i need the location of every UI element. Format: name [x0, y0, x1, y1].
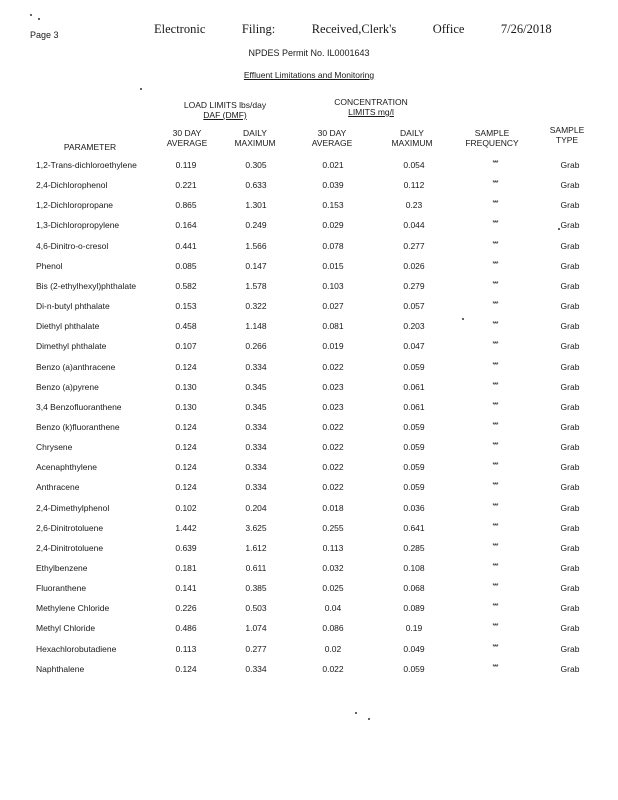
- load-30day-average: 0.124: [175, 462, 197, 473]
- parameter-name: Di-n-butyl phthalate: [36, 301, 110, 312]
- scan-speck: [355, 712, 357, 714]
- table-row: [0, 241, 618, 261]
- conc-daily-maximum: 0.112: [403, 180, 425, 191]
- sample-frequency: ***: [492, 442, 498, 450]
- conc-30day-average: 0.022: [322, 361, 344, 372]
- parameter-name: Fluoranthene: [36, 583, 87, 594]
- concentration-units: LIMITS mg/l: [348, 107, 394, 117]
- conc-daily-maximum: 0.059: [403, 361, 425, 372]
- sample-frequency: ***: [492, 321, 498, 329]
- conc-30day-average: 0.022: [322, 462, 344, 473]
- load-daily-maximum: 0.334: [245, 361, 267, 372]
- conc-daily-maximum: 0.068: [403, 583, 425, 594]
- table-row: [0, 301, 618, 321]
- conc-daily-maximum: 0.108: [403, 563, 425, 573]
- conc-30day-average: 0.081: [322, 321, 344, 332]
- table-row: [0, 402, 618, 422]
- sample-type: Grab: [560, 381, 580, 392]
- sample-type: Grab: [560, 462, 580, 473]
- conc-30day-average: 0.255: [322, 522, 344, 533]
- load-daily-maximum: 1.578: [245, 280, 267, 291]
- parameter-header: PARAMETER: [63, 142, 117, 152]
- table-row: [0, 382, 618, 402]
- load-30day-average: 0.124: [175, 482, 197, 493]
- sample-frequency-header-l1: SAMPLE: [474, 128, 510, 138]
- sample-type: Grab: [560, 583, 580, 594]
- sample-frequency: ***: [492, 482, 498, 490]
- load-30day-average: 0.181: [175, 563, 197, 573]
- load-daily-maximum: 0.611: [245, 563, 267, 573]
- load-30day-average: 0.107: [175, 341, 197, 352]
- table-row: [0, 563, 618, 583]
- sample-type: Grab: [560, 361, 580, 372]
- parameter-name: 1,2-Dichloropropane: [36, 200, 114, 211]
- permit-number: NPDES Permit No. IL0001643: [248, 48, 370, 58]
- load-30day-average: 0.226: [175, 603, 197, 614]
- sample-type: Grab: [560, 663, 580, 674]
- parameter-name: Benzo (a)pyrene: [36, 381, 99, 392]
- parameter-name: Methyl Chloride: [36, 623, 96, 634]
- conc-30day-average: 0.113: [322, 542, 344, 553]
- sample-type: Grab: [560, 280, 580, 291]
- table-row: [0, 664, 618, 684]
- load-daily-maximum: 0.633: [245, 180, 267, 191]
- conc-daily-maximum: 0.044: [403, 220, 425, 231]
- conc-daily-maximum: 0.061: [403, 381, 425, 392]
- parameter-name: 1,3-Dichloropropylene: [36, 220, 120, 231]
- load-daily-maximum: 0.147: [245, 260, 267, 271]
- sample-type: Grab: [560, 502, 580, 513]
- load-30day-average: 0.441: [175, 240, 197, 251]
- load-daily-maximum: 0.277: [245, 643, 267, 654]
- parameter-name: Naphthalene: [36, 663, 85, 674]
- sample-frequency-header: [455, 128, 529, 148]
- table-row: [0, 644, 618, 664]
- load-daily-maximum: 0.249: [245, 220, 267, 231]
- sample-type: Grab: [560, 401, 580, 412]
- sample-type: Grab: [560, 442, 580, 453]
- load-30day-header: [157, 128, 217, 148]
- sample-type: Grab: [560, 563, 580, 573]
- conc-30day-header-l2: AVERAGE: [311, 138, 353, 148]
- sample-frequency: ***: [492, 522, 498, 530]
- load-daily-maximum: 0.334: [245, 462, 267, 473]
- conc-30day-average: 0.039: [322, 180, 344, 191]
- load-30day-average: 0.153: [175, 301, 197, 312]
- parameter-name: Diethyl phthalate: [36, 321, 100, 332]
- sample-frequency: ***: [492, 563, 498, 570]
- conc-30day-average: 0.022: [322, 482, 344, 493]
- table-row: [0, 160, 618, 180]
- table-row: [0, 362, 618, 382]
- conc-daily-maximum: 0.641: [403, 522, 425, 533]
- table-row: [0, 503, 618, 523]
- load-limits-title: LOAD LIMITS lbs/day: [183, 100, 267, 110]
- scan-speck: [462, 318, 464, 320]
- table-row: [0, 623, 618, 643]
- conc-daily-maximum: 0.026: [403, 260, 425, 271]
- conc-30day-average: 0.153: [322, 200, 344, 211]
- conc-daily-maximum: 0.277: [403, 240, 425, 251]
- load-daily-maximum: 0.503: [245, 603, 267, 614]
- table-row: [0, 261, 618, 281]
- sample-frequency-header-l2: FREQUENCY: [465, 138, 519, 148]
- load-30day-average: 0.582: [175, 280, 197, 291]
- parameter-name: Chrysene: [36, 442, 73, 453]
- conc-30day-average: 0.025: [322, 583, 344, 594]
- sample-frequency: ***: [492, 462, 498, 470]
- sample-frequency: ***: [492, 381, 498, 389]
- sample-frequency: ***: [492, 421, 498, 429]
- table-row: [0, 180, 618, 200]
- load-30day-average: 1.442: [175, 522, 197, 533]
- conc-daily-maximum: 0.054: [403, 160, 425, 170]
- conc-daily-maximum: 0.059: [403, 421, 425, 432]
- parameter-name: Hexachlorobutadiene: [36, 643, 117, 654]
- parameter-name: 1,2-Trans-dichloroethylene: [36, 160, 137, 170]
- scan-speck: [558, 228, 560, 230]
- sample-frequency: ***: [492, 603, 498, 611]
- sample-frequency: ***: [492, 583, 498, 591]
- table-row: [0, 200, 618, 220]
- filing-header: Electronic Filing: Received,Clerk's Office 7/26/2018: [154, 22, 552, 36]
- conc-30day-header: [300, 128, 364, 148]
- conc-daily-maximum: 0.089: [403, 603, 425, 614]
- sample-frequency: ***: [492, 301, 498, 309]
- conc-daily-max-header-l2: MAXIMUM: [391, 138, 433, 148]
- conc-30day-header-l1: 30 DAY: [317, 128, 347, 138]
- conc-30day-average: 0.032: [322, 563, 344, 573]
- parameter-name: Anthracene: [36, 482, 80, 493]
- sample-type: Grab: [560, 522, 580, 533]
- load-30day-average: 0.130: [175, 381, 197, 392]
- load-30day-average: 0.124: [175, 361, 197, 372]
- sample-frequency: ***: [492, 220, 498, 228]
- conc-daily-maximum: 0.047: [403, 341, 425, 352]
- sample-type: Grab: [560, 321, 580, 332]
- sample-type-header-l1: SAMPLE: [549, 125, 585, 135]
- sample-frequency: ***: [492, 502, 498, 510]
- load-30day-average: 0.124: [175, 442, 197, 453]
- conc-30day-average: 0.022: [322, 663, 344, 674]
- sample-type: Grab: [560, 160, 580, 170]
- load-30day-average: 0.865: [175, 200, 197, 211]
- conc-30day-average: 0.015: [322, 260, 344, 271]
- table-row: [0, 341, 618, 361]
- parameter-name: 2,6-Dinitrotoluene: [36, 522, 104, 533]
- sample-type: Grab: [560, 240, 580, 251]
- load-limits-basis: DAF (DMF): [203, 110, 247, 120]
- sample-type: Grab: [560, 623, 580, 634]
- table-row: [0, 583, 618, 603]
- table-row: [0, 321, 618, 341]
- parameter-name: 4,6-Dinitro-o-cresol: [36, 240, 109, 251]
- scan-speck: [30, 14, 32, 16]
- load-daily-maximum: 0.334: [245, 442, 267, 453]
- parameter-name: 2,4-Dimethylphenol: [36, 502, 110, 513]
- table-row: [0, 220, 618, 240]
- sample-type-header: [537, 125, 597, 145]
- sample-frequency: ***: [492, 663, 498, 671]
- conc-daily-maximum: 0.203: [403, 321, 425, 332]
- conc-30day-average: 0.018: [322, 502, 344, 513]
- load-daily-max-header-l2: MAXIMUM: [234, 138, 276, 148]
- conc-30day-average: 0.022: [322, 421, 344, 432]
- sample-type-header-l2: TYPE: [555, 135, 579, 145]
- section-title: Effluent Limitations and Monitoring: [243, 70, 375, 80]
- table-row: [0, 462, 618, 482]
- parameter-name: Dimethyl phthalate: [36, 341, 107, 352]
- sample-type: Grab: [560, 542, 580, 553]
- parameter-name: Benzo (k)fluoranthene: [36, 421, 120, 432]
- sample-frequency: ***: [492, 160, 498, 167]
- sample-frequency: ***: [492, 542, 498, 550]
- sample-frequency: ***: [492, 260, 498, 268]
- conc-30day-average: 0.04: [324, 603, 342, 614]
- conc-daily-maximum: 0.19: [405, 623, 423, 634]
- sample-frequency: ***: [492, 341, 498, 349]
- table-row: [0, 442, 618, 462]
- load-30day-average: 0.164: [175, 220, 197, 231]
- parameter-name: 2,4-Dinitrotoluene: [36, 542, 104, 553]
- conc-30day-average: 0.022: [322, 442, 344, 453]
- page-label: Page 3: [30, 30, 59, 40]
- conc-30day-average: 0.027: [322, 301, 344, 312]
- load-daily-max-header-l1: DAILY: [243, 128, 267, 138]
- parameter-name: 3,4 Benzofluoranthene: [36, 401, 122, 412]
- scan-speck: [38, 18, 40, 20]
- load-30day-average: 0.639: [175, 542, 197, 553]
- scan-speck: [140, 88, 142, 90]
- concentration-title: CONCENTRATION: [334, 97, 408, 107]
- sample-frequency: ***: [492, 240, 498, 248]
- load-30day-average: 0.124: [175, 421, 197, 432]
- parameter-name: 2,4-Dichlorophenol: [36, 180, 108, 191]
- conc-30day-average: 0.103: [322, 280, 344, 291]
- sample-type: Grab: [560, 341, 580, 352]
- load-30day-average: 0.085: [175, 260, 197, 271]
- load-daily-maximum: 1.301: [245, 200, 267, 211]
- parameter-name: Bis (2-ethylhexyl)phthalate: [36, 280, 137, 291]
- conc-30day-average: 0.023: [322, 401, 344, 412]
- sample-type: Grab: [560, 643, 580, 654]
- conc-30day-average: 0.023: [322, 381, 344, 392]
- load-30day-average: 0.221: [175, 180, 197, 191]
- load-daily-maximum: 0.345: [245, 381, 267, 392]
- load-daily-maximum: 0.385: [245, 583, 267, 594]
- conc-30day-average: 0.019: [322, 341, 344, 352]
- load-limits-heading: [165, 100, 285, 120]
- conc-daily-max-header-l1: DAILY: [400, 128, 424, 138]
- table-row: [0, 422, 618, 442]
- conc-30day-average: 0.02: [324, 643, 342, 654]
- conc-daily-maximum: 0.279: [403, 280, 425, 291]
- conc-30day-average: 0.086: [322, 623, 344, 634]
- load-30day-header-l1: 30 DAY: [172, 128, 202, 138]
- table-row: [0, 523, 618, 543]
- sample-frequency: ***: [492, 200, 498, 208]
- conc-30day-average: 0.021: [322, 160, 344, 170]
- conc-daily-maximum: 0.285: [403, 542, 425, 553]
- conc-30day-average: 0.029: [322, 220, 344, 231]
- conc-30day-average: 0.078: [322, 240, 344, 251]
- scan-speck: [368, 718, 370, 720]
- sample-frequency: ***: [492, 361, 498, 369]
- sample-frequency: ***: [492, 643, 498, 651]
- parameter-name: Phenol: [36, 260, 63, 271]
- conc-daily-maximum: 0.059: [403, 482, 425, 493]
- sample-type: Grab: [560, 603, 580, 614]
- sample-type: Grab: [560, 180, 580, 191]
- sample-frequency: ***: [492, 280, 498, 288]
- load-daily-maximum: 0.334: [245, 421, 267, 432]
- load-daily-maximum: 0.334: [245, 482, 267, 493]
- load-daily-maximum: 1.566: [245, 240, 267, 251]
- load-30day-average: 0.130: [175, 401, 197, 412]
- load-daily-maximum: 1.148: [245, 321, 267, 332]
- conc-daily-maximum: 0.059: [403, 462, 425, 473]
- conc-daily-maximum: 0.049: [403, 643, 425, 654]
- parameter-name: Benzo (a)anthracene: [36, 361, 116, 372]
- load-30day-average: 0.124: [175, 663, 197, 674]
- sample-frequency: ***: [492, 180, 498, 188]
- sample-type: Grab: [560, 260, 580, 271]
- load-30day-average: 0.486: [175, 623, 197, 634]
- conc-daily-maximum: 0.036: [403, 502, 425, 513]
- parameter-name: Methylene Chloride: [36, 603, 110, 614]
- concentration-limits-heading: [318, 97, 424, 117]
- sample-type: Grab: [560, 220, 580, 231]
- conc-daily-maximum: 0.059: [403, 663, 425, 674]
- load-daily-maximum: 3.625: [245, 522, 267, 533]
- load-daily-maximum: 0.322: [245, 301, 267, 312]
- table-row: [0, 281, 618, 301]
- table-row: [0, 482, 618, 502]
- load-daily-maximum: 1.074: [245, 623, 267, 634]
- load-daily-maximum: 0.305: [245, 160, 267, 170]
- parameter-name: Ethylbenzene: [36, 563, 88, 573]
- load-daily-maximum: 0.204: [245, 502, 267, 513]
- sample-frequency: ***: [492, 623, 498, 631]
- conc-daily-maximum: 0.059: [403, 442, 425, 453]
- load-30day-average: 0.119: [175, 160, 197, 170]
- load-30day-header-l2: AVERAGE: [166, 138, 208, 148]
- sample-type: Grab: [560, 482, 580, 493]
- load-30day-average: 0.102: [175, 502, 197, 513]
- sample-type: Grab: [560, 200, 580, 211]
- sample-type: Grab: [560, 421, 580, 432]
- load-30day-average: 0.458: [175, 321, 197, 332]
- conc-daily-max-header: [380, 128, 444, 148]
- load-daily-maximum: 1.612: [245, 542, 267, 553]
- load-daily-maximum: 0.334: [245, 663, 267, 674]
- load-30day-average: 0.141: [175, 583, 197, 594]
- load-daily-max-header: [225, 128, 285, 148]
- conc-daily-maximum: 0.057: [403, 301, 425, 312]
- sample-frequency: ***: [492, 401, 498, 409]
- table-row: [0, 603, 618, 623]
- table-row: [0, 543, 618, 563]
- load-daily-maximum: 0.345: [245, 401, 267, 412]
- load-30day-average: 0.113: [175, 643, 197, 654]
- conc-daily-maximum: 0.061: [403, 401, 425, 412]
- conc-daily-maximum: 0.23: [405, 200, 423, 211]
- sample-type: Grab: [560, 301, 580, 312]
- load-daily-maximum: 0.266: [245, 341, 267, 352]
- parameter-name: Acenaphthylene: [36, 462, 97, 473]
